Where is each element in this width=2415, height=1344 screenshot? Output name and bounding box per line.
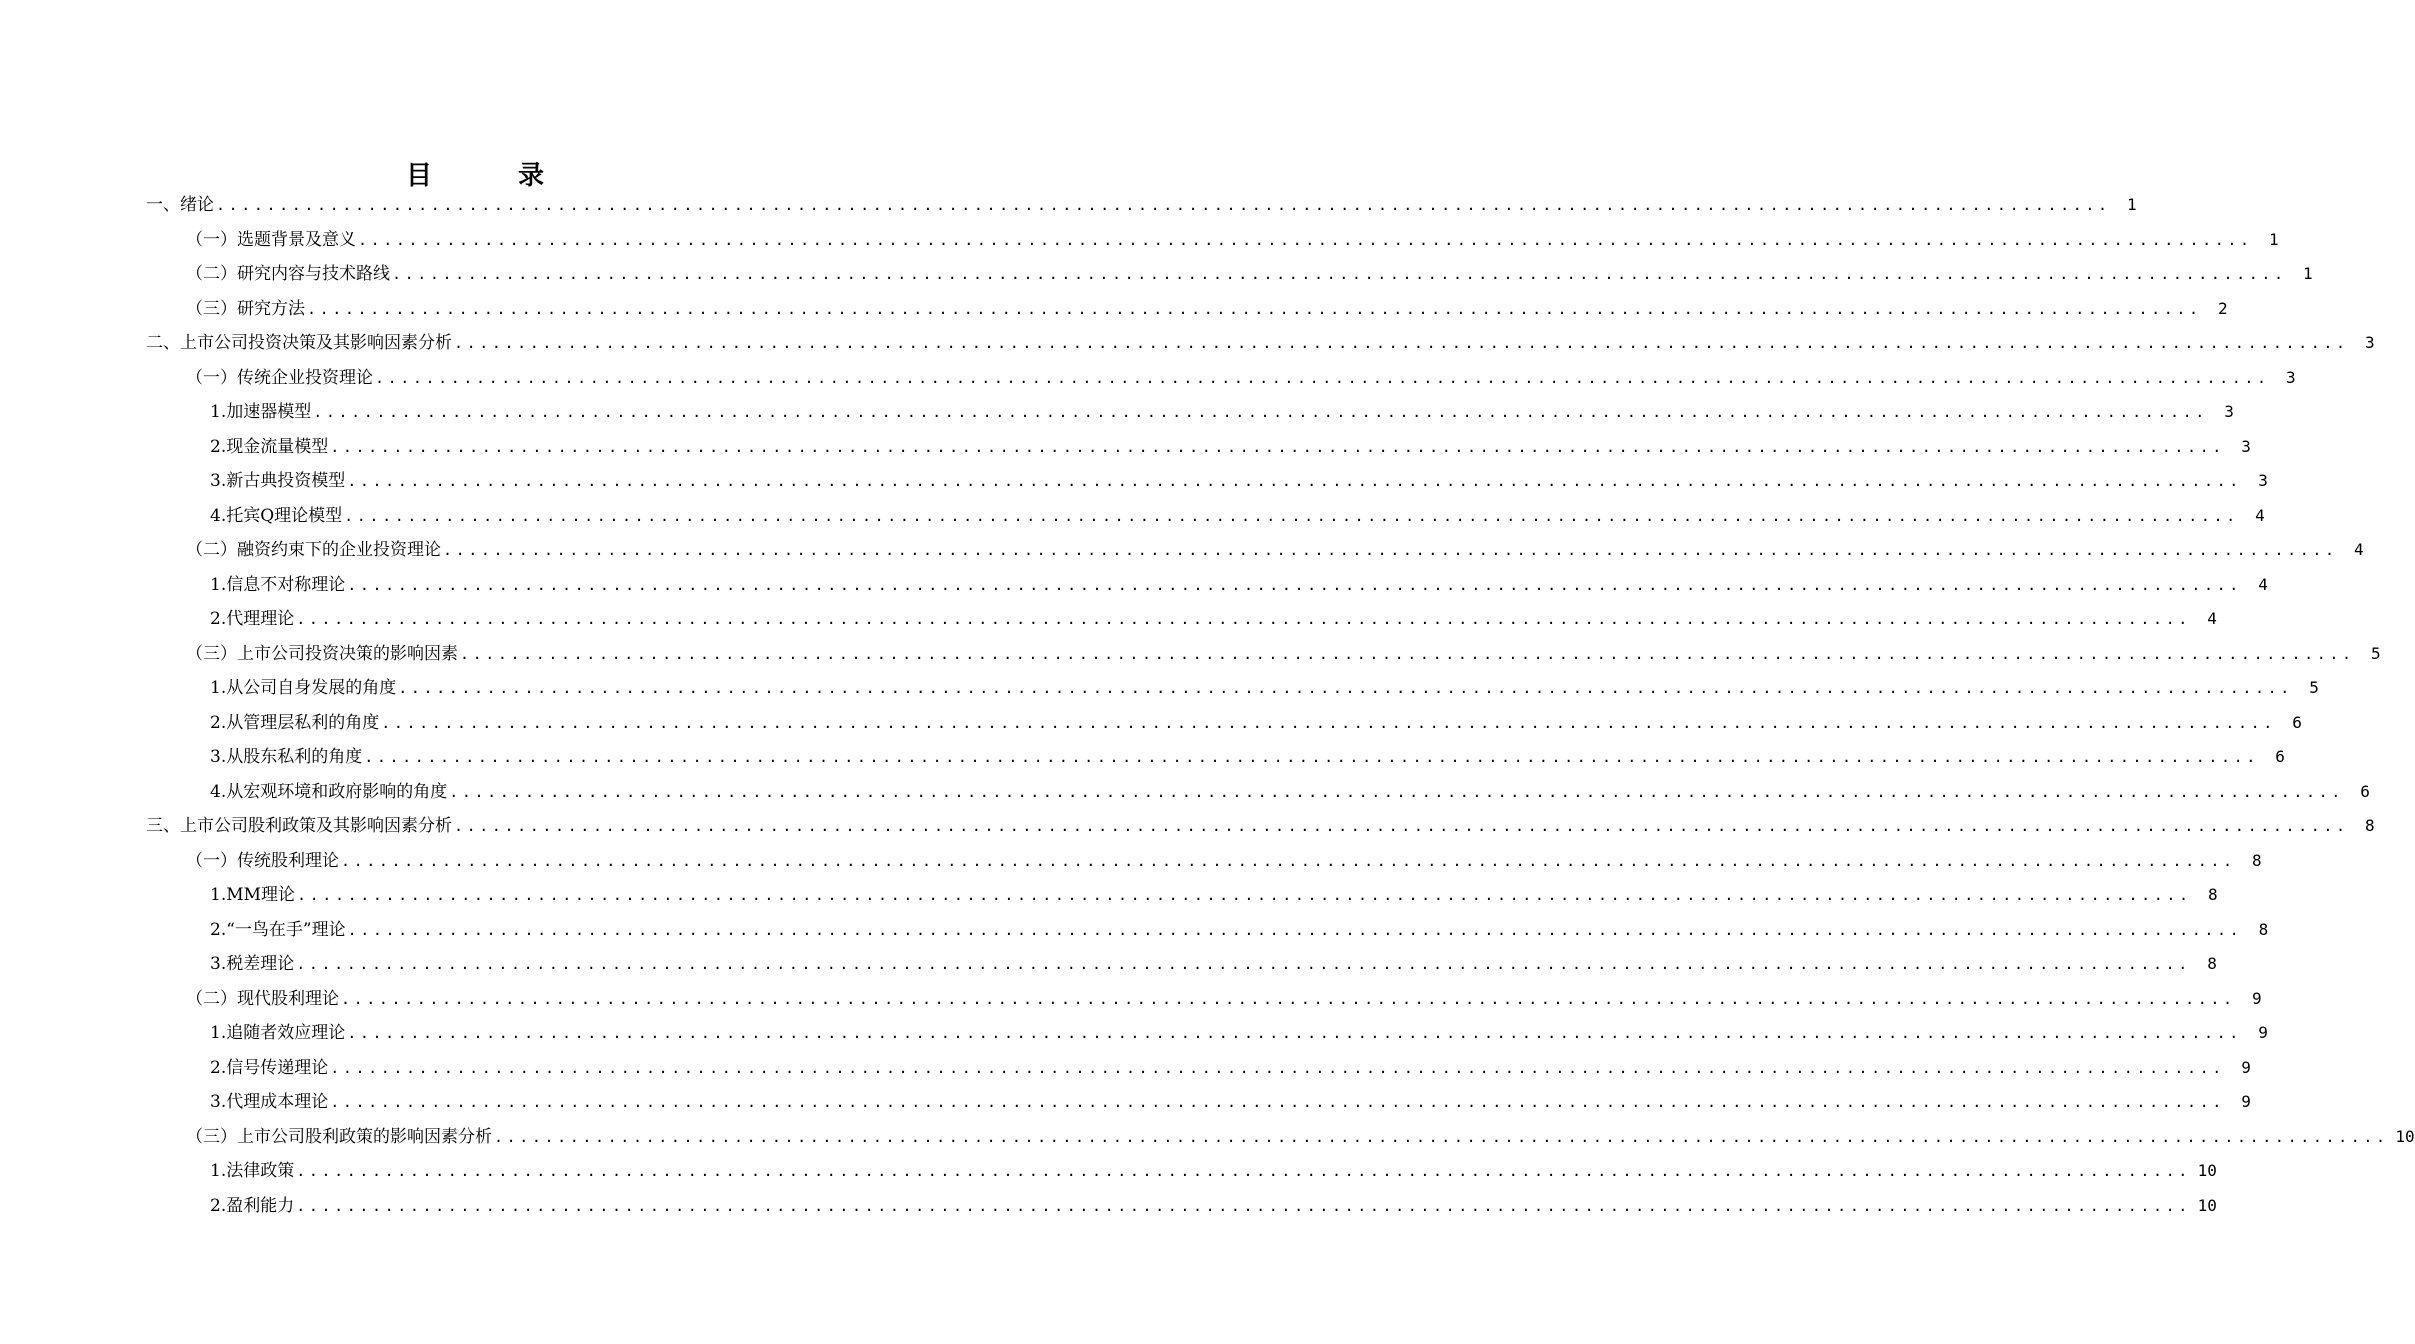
toc-dot-leader: ...................................................................................................................................................... [347, 472, 2242, 491]
toc-entry [0, 1120, 2415, 1155]
toc-entry [0, 602, 2217, 637]
toc-entry-label: 三、上市公司股利政策及其影响因素分析 [146, 816, 452, 837]
toc-page-number: 8 [2208, 885, 2218, 905]
toc-dot-leader: ...................................................................................................................................................... [494, 1127, 2389, 1146]
toc-page-number: 6 [2292, 712, 2302, 732]
toc-page-number: 10 [2197, 1161, 2217, 1181]
toc-page-number: 10 [2197, 1195, 2217, 1215]
toc-entry [0, 947, 2217, 982]
toc-page-number: 10 [2395, 1126, 2415, 1146]
toc-entry-label: 4.托宾Q理论模型 [210, 505, 343, 526]
toc-list [0, 188, 2415, 1223]
page-title: 目 录 [405, 161, 574, 191]
toc-dot-leader: ...................................................................................................................................................... [330, 437, 2225, 456]
toc-entry [0, 1189, 2217, 1224]
toc-entry-label: （一）传统股利理论 [186, 850, 339, 871]
toc-dot-leader: ...................................................................................................................................................... [296, 1162, 2191, 1181]
toc-entry-label: 1.追随者效应理论 [210, 1023, 346, 1044]
toc-page-number: 8 [2258, 919, 2269, 939]
toc-entry [0, 188, 2137, 223]
toc-page-number: 5 [2309, 678, 2319, 698]
toc-entry-label: 1.法律政策 [210, 1161, 295, 1182]
toc-dot-leader: ...................................................................................................................................................... [454, 817, 2349, 836]
toc-page-number: 5 [2370, 643, 2381, 663]
toc-entry-label: 二、上市公司投资决策及其影响因素分析 [146, 333, 452, 354]
toc-entry-label: 1.MM理论 [210, 885, 296, 906]
toc-entry [0, 1085, 2251, 1120]
toc-page-number: 1 [2302, 264, 2313, 284]
toc-dot-leader: ...................................................................................................................................................... [344, 506, 2239, 525]
toc-page-number: 9 [2241, 1092, 2251, 1112]
toc-entry-label: 2.现金流量模型 [210, 436, 329, 457]
toc-entry-label: 1.从公司自身发展的角度 [210, 678, 397, 699]
toc-page-number: 6 [2360, 781, 2370, 801]
toc-dot-leader: ...................................................................................................................................................... [330, 1058, 2225, 1077]
toc-entry [0, 1154, 2217, 1189]
toc-entry-label: （一）选题背景及意义 [186, 229, 356, 250]
toc-entry-label: 2.盈利能力 [210, 1195, 295, 1216]
toc-dot-leader: ...................................................................................................................................................... [341, 989, 2236, 1008]
toc-entry-label: 3.从股东私利的角度 [210, 747, 363, 768]
toc-entry [0, 982, 2262, 1017]
toc-dot-leader: ...................................................................................................................................................... [398, 679, 2293, 698]
toc-entry-label: 1.加速器模型 [210, 402, 312, 423]
toc-entry [0, 464, 2268, 499]
toc-page-number: 3 [2224, 402, 2234, 422]
toc-entry [0, 326, 2375, 361]
toc-entry [0, 395, 2234, 430]
toc-entry [0, 913, 2269, 948]
toc-page-number: 3 [2241, 436, 2251, 456]
toc-entry [0, 568, 2268, 603]
toc-dot-leader: ...................................................................................................................................................... [454, 334, 2349, 353]
toc-entry [0, 1016, 2268, 1051]
toc-entry-label: 2.“一鸟在手”理论 [210, 919, 346, 940]
toc-dot-leader: ...................................................................................................................................................... [392, 265, 2287, 284]
toc-page-number: 4 [2207, 609, 2217, 629]
toc-dot-leader: ...................................................................................................................................................... [381, 713, 2276, 732]
toc-dot-leader: ...................................................................................................................................................... [216, 196, 2111, 215]
toc-dot-leader: ...................................................................................................................................................... [330, 1093, 2225, 1112]
toc-dot-leader: ...................................................................................................................................................... [358, 230, 2253, 249]
toc-dot-leader: ...................................................................................................................................................... [296, 955, 2191, 974]
toc-entry-label: （三）上市公司投资决策的影响因素 [186, 643, 458, 664]
toc-entry-label: 2.从管理层私利的角度 [210, 712, 380, 733]
toc-dot-leader: ...................................................................................................................................................... [307, 299, 2202, 318]
toc-page-number: 6 [2275, 747, 2285, 767]
toc-page-number: 1 [2268, 229, 2279, 249]
toc-entry-label: 2.代理理论 [210, 609, 295, 630]
toc-dot-leader: ...................................................................................................................................................... [449, 782, 2344, 801]
toc-entry-label: 3.新古典投资模型 [210, 471, 346, 492]
toc-entry [0, 878, 2218, 913]
toc-entry [0, 257, 2313, 292]
toc-dot-leader: ...................................................................................................................................................... [297, 886, 2192, 905]
toc-entry-label: 2.信号传递理论 [210, 1057, 329, 1078]
toc-page-number: 8 [2207, 954, 2217, 974]
toc-entry-label: （二）现代股利理论 [186, 988, 339, 1009]
toc-dot-leader: ...................................................................................................................................................... [296, 1196, 2191, 1215]
toc-entry [0, 740, 2285, 775]
toc-entry [0, 292, 2228, 327]
toc-entry-label: （三）上市公司股利政策的影响因素分析 [186, 1126, 492, 1147]
toc-dot-leader: ...................................................................................................................................................... [341, 851, 2236, 870]
toc-dot-leader: ...................................................................................................................................................... [460, 644, 2355, 663]
toc-entry [0, 499, 2265, 534]
toc-dot-leader: ...................................................................................................................................................... [296, 610, 2191, 629]
toc-entry [0, 671, 2319, 706]
toc-dot-leader: ...................................................................................................................................................... [313, 403, 2208, 422]
toc-page-number: 4 [2353, 540, 2364, 560]
toc-page-number: 3 [2364, 333, 2375, 353]
toc-entry-label: （三）研究方法 [186, 298, 305, 319]
toc-entry [0, 775, 2370, 810]
toc-entry-label: 1.信息不对称理论 [210, 574, 346, 595]
toc-entry-label: 一、绪论 [146, 195, 214, 216]
toc-dot-leader: ...................................................................................................................................................... [347, 1024, 2242, 1043]
toc-entry-label: （二）融资约束下的企业投资理论 [186, 540, 441, 561]
toc-page-number: 8 [2251, 850, 2262, 870]
toc-dot-leader: ...................................................................................................................................................... [347, 920, 2243, 939]
toc-page-number: 2 [2217, 298, 2228, 318]
toc-page-number: 3 [2258, 471, 2268, 491]
toc-page-number: 9 [2258, 1023, 2268, 1043]
toc-dot-leader: ...................................................................................................................................................... [375, 368, 2270, 387]
toc-entry-label: 3.税差理论 [210, 954, 295, 975]
toc-dot-leader: ...................................................................................................................................................... [347, 575, 2242, 594]
toc-entry [0, 809, 2375, 844]
toc-page-number: 1 [2126, 195, 2137, 215]
toc-entry [0, 430, 2251, 465]
toc-page-number: 4 [2255, 505, 2265, 525]
toc-page-number: 8 [2364, 816, 2375, 836]
toc-entry [0, 533, 2364, 568]
toc-dot-leader: ...................................................................................................................................................... [443, 541, 2338, 560]
toc-entry [0, 361, 2296, 396]
toc-entry [0, 223, 2279, 258]
toc-entry [0, 706, 2302, 741]
toc-dot-leader: ...................................................................................................................................................... [364, 748, 2259, 767]
toc-entry-label: （一）传统企业投资理论 [186, 367, 373, 388]
toc-page-number: 9 [2241, 1057, 2251, 1077]
toc-entry-label: 4.从宏观环境和政府影响的角度 [210, 781, 448, 802]
toc-entry [0, 844, 2262, 879]
toc-page-number: 3 [2285, 367, 2296, 387]
toc-entry [0, 1051, 2251, 1086]
toc-page-number: 4 [2258, 574, 2268, 594]
toc-page-number: 9 [2251, 988, 2262, 1008]
toc-entry-label: 3.代理成本理论 [210, 1092, 329, 1113]
toc-entry [0, 637, 2381, 672]
toc-entry-label: （二）研究内容与技术路线 [186, 264, 390, 285]
